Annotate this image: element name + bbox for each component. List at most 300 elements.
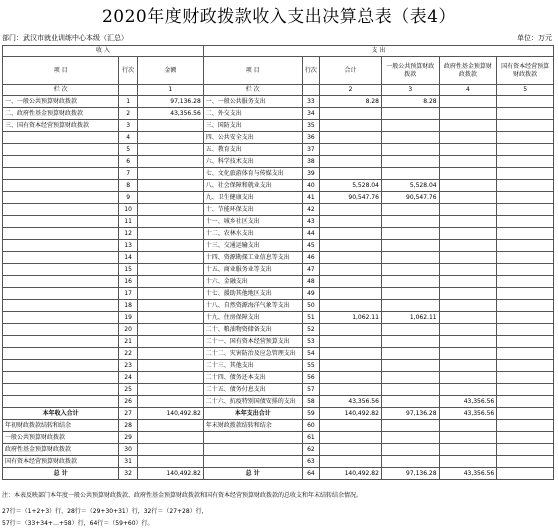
table-row [3, 120, 554, 132]
income-line: 24 [119, 372, 138, 384]
income-amount [137, 420, 203, 432]
expense-state-capital [497, 336, 554, 348]
expense-state-capital [497, 324, 554, 336]
expense-gen-budget [381, 300, 439, 312]
expense-line: 45 [302, 240, 320, 252]
table-row [3, 168, 554, 180]
expense-item: 十、节能环保支出 [203, 204, 302, 216]
income-item: 三、国有资本经营预算财政拨款 [3, 120, 119, 132]
expense-total [320, 156, 382, 168]
table-row [3, 216, 554, 228]
income-line: 31 [119, 456, 138, 468]
expense-fund-budget [439, 312, 497, 324]
income-item [3, 396, 119, 408]
expense-line: 34 [302, 108, 320, 120]
table-row [3, 132, 554, 144]
expense-total [320, 108, 382, 120]
income-amount [137, 180, 203, 192]
income-line: 15 [119, 264, 138, 276]
expense-line-header: 行次 [302, 57, 320, 85]
table-row [3, 336, 554, 348]
budget-table [2, 45, 554, 480]
income-item-header: 项 目 [3, 57, 119, 85]
table-row [3, 312, 554, 324]
expense-fund-budget: 43,356.56 [439, 408, 497, 420]
expense-state-capital [497, 204, 554, 216]
expense-total [320, 276, 382, 288]
expense-fund-budget [439, 444, 497, 456]
expense-line: 37 [302, 144, 320, 156]
income-amount [137, 300, 203, 312]
expense-item: 二十六、抗疫特别国债安排的支出 [203, 396, 302, 408]
expense-total [320, 324, 382, 336]
unit-label: 单位：万元 [517, 34, 552, 42]
expense-line: 39 [302, 168, 320, 180]
expense-gen-budget [381, 108, 439, 120]
expense-line: 42 [302, 204, 320, 216]
expense-fund-budget [439, 420, 497, 432]
expense-fund-budget [439, 144, 497, 156]
expense-fund-budget [439, 108, 497, 120]
fund-budget-header: 政府性基金预算财政拨款 [439, 57, 497, 85]
expense-total [320, 216, 382, 228]
income-item [3, 204, 119, 216]
income-item [3, 372, 119, 384]
expense-gen-budget [381, 336, 439, 348]
table-row [3, 288, 554, 300]
expense-gen-budget [381, 348, 439, 360]
expense-gen-budget: 8.28 [381, 96, 439, 108]
income-header: 收 入 [3, 46, 204, 57]
income-amount [137, 324, 203, 336]
income-line: 30 [119, 444, 138, 456]
income-line: 17 [119, 288, 138, 300]
expense-item [203, 456, 302, 468]
income-item [3, 228, 119, 240]
expense-state-capital [497, 432, 554, 444]
income-amount [137, 240, 203, 252]
col-3: 3 [381, 85, 439, 96]
table-row [3, 192, 554, 204]
income-item: 国有资本经营预算财政拨款 [3, 456, 119, 468]
table-row [3, 396, 554, 408]
expense-item: 十九、住房保障支出 [203, 312, 302, 324]
expense-gen-budget [381, 228, 439, 240]
col-4: 4 [439, 85, 497, 96]
expense-gen-budget [381, 252, 439, 264]
expense-fund-budget [439, 300, 497, 312]
expense-gen-budget [381, 216, 439, 228]
expense-total [320, 240, 382, 252]
expense-state-capital [497, 108, 554, 120]
income-col-label: 栏 次 [3, 85, 119, 96]
income-amount: 43,356.56 [137, 108, 203, 120]
table-row [3, 384, 554, 396]
expense-total [320, 444, 382, 456]
table-row [3, 324, 554, 336]
expense-total [320, 288, 382, 300]
expense-item: 总 计 [203, 468, 302, 480]
table-row [3, 372, 554, 384]
footnote: 注：本表反映部门本年度一般公共预算财政拨款、政府性基金预算财政拨款和国有资本经营预算财政拨款的总收支和年末结转结余情况。 [2, 492, 363, 499]
expense-line: 52 [302, 324, 320, 336]
expense-item: 二十三、其他支出 [203, 360, 302, 372]
table-row [3, 264, 554, 276]
income-item: 二、政府性基金预算财政拨款 [3, 108, 119, 120]
expense-item: 本年支出合计 [203, 408, 302, 420]
expense-item: 三、国防支出 [203, 120, 302, 132]
income-line: 22 [119, 348, 138, 360]
expense-total: 1,062.11 [320, 312, 382, 324]
expense-state-capital [497, 156, 554, 168]
expense-fund-budget [439, 324, 497, 336]
expense-item: 二十、粮油物资储备支出 [203, 324, 302, 336]
expense-line: 53 [302, 336, 320, 348]
table-row [3, 180, 554, 192]
expense-total [320, 120, 382, 132]
table-row [3, 420, 554, 432]
expense-fund-budget [439, 180, 497, 192]
expense-fund-budget [439, 216, 497, 228]
expense-total [320, 360, 382, 372]
table-row [3, 444, 554, 456]
income-line: 1 [119, 96, 138, 108]
expense-total [320, 432, 382, 444]
income-amount [137, 228, 203, 240]
income-item [3, 336, 119, 348]
expense-line: 55 [302, 360, 320, 372]
expense-state-capital [497, 456, 554, 468]
income-line: 6 [119, 156, 138, 168]
expense-total [320, 132, 382, 144]
expense-item: 一、一般公共服务支出 [203, 96, 302, 108]
expense-fund-budget [439, 96, 497, 108]
expense-gen-budget [381, 372, 439, 384]
table-row [3, 276, 554, 288]
table-row [3, 228, 554, 240]
expense-line: 57 [302, 384, 320, 396]
income-amount [137, 144, 203, 156]
income-amount: 140,492.82 [137, 408, 203, 420]
table-row [3, 456, 554, 468]
expense-line: 59 [302, 408, 320, 420]
income-item: 一、一般公共预算财政拨款 [3, 96, 119, 108]
income-amount [137, 288, 203, 300]
expense-total [320, 384, 382, 396]
expense-item: 二十四、债务还本支出 [203, 372, 302, 384]
expense-total [320, 348, 382, 360]
expense-state-capital [497, 132, 554, 144]
expense-item: 十五、商业服务业等支出 [203, 264, 302, 276]
income-line: 7 [119, 168, 138, 180]
income-item [3, 276, 119, 288]
expense-item: 九、卫生健康支出 [203, 192, 302, 204]
expense-line: 58 [302, 396, 320, 408]
expense-line: 46 [302, 252, 320, 264]
income-item [3, 348, 119, 360]
expense-total [320, 300, 382, 312]
expense-item: 五、教育支出 [203, 144, 302, 156]
expense-total [320, 168, 382, 180]
expense-state-capital [497, 276, 554, 288]
income-item: 总 计 [3, 468, 119, 480]
table-row [3, 96, 554, 108]
income-item [3, 300, 119, 312]
income-line: 20 [119, 324, 138, 336]
expense-line: 49 [302, 288, 320, 300]
expense-fund-budget: 43,356.56 [439, 468, 497, 480]
expense-gen-budget [381, 264, 439, 276]
income-amount [137, 396, 203, 408]
report-title: 2020年度财政拨款收入支出决算总表（表4） [101, 7, 457, 27]
expense-state-capital [497, 180, 554, 192]
income-amount [137, 276, 203, 288]
expense-total: 8.28 [320, 96, 382, 108]
expense-item [203, 432, 302, 444]
expense-col-label: 栏 次 [203, 85, 302, 96]
income-amount [137, 132, 203, 144]
income-item [3, 180, 119, 192]
expense-state-capital [497, 372, 554, 384]
expense-state-capital [497, 288, 554, 300]
expense-state-capital [497, 240, 554, 252]
table-row [3, 300, 554, 312]
income-line: 18 [119, 300, 138, 312]
expense-item: 七、文化旅游体育与传媒支出 [203, 168, 302, 180]
footnote-formula-2: 57行＝（33+34+…+58）行，64行＝（59+60）行。 [2, 520, 154, 527]
expense-item: 十二、农林水支出 [203, 228, 302, 240]
footnote-formula-1: 27行＝（1+2+3）行，28行＝（29+30+31）行，32行＝（27+28）行， [2, 508, 208, 515]
expense-item: 十七、援助其他地区支出 [203, 288, 302, 300]
expense-line: 63 [302, 456, 320, 468]
table-row [3, 144, 554, 156]
expense-fund-budget [439, 264, 497, 276]
expense-item: 十三、交通运输支出 [203, 240, 302, 252]
col-2: 2 [320, 85, 382, 96]
income-line: 21 [119, 336, 138, 348]
income-line: 27 [119, 408, 138, 420]
expense-line: 64 [302, 468, 320, 480]
income-item [3, 288, 119, 300]
expense-state-capital [497, 264, 554, 276]
expense-state-capital [497, 120, 554, 132]
expense-state-capital [497, 144, 554, 156]
department-label: 部门：武汉市就业训练中心本级（汇总） [2, 34, 128, 42]
income-amount [137, 384, 203, 396]
income-line: 4 [119, 132, 138, 144]
income-line: 12 [119, 228, 138, 240]
income-amount [137, 204, 203, 216]
expense-fund-budget [439, 156, 497, 168]
income-item [3, 264, 119, 276]
income-item: 本年收入合计 [3, 408, 119, 420]
income-item: 年初财政拨款结转和结余 [3, 420, 119, 432]
income-line: 14 [119, 252, 138, 264]
expense-line: 50 [302, 300, 320, 312]
expense-state-capital [497, 168, 554, 180]
expense-line: 47 [302, 264, 320, 276]
income-line: 29 [119, 432, 138, 444]
expense-gen-budget [381, 420, 439, 432]
expense-fund-budget [439, 384, 497, 396]
expense-item-header: 项 目 [203, 57, 302, 85]
table-row [3, 204, 554, 216]
expense-line: 54 [302, 348, 320, 360]
income-line: 9 [119, 192, 138, 204]
income-line-header: 行次 [119, 57, 138, 85]
expense-gen-budget [381, 360, 439, 372]
expense-item: 二十一、国有资本经营预算支出 [203, 336, 302, 348]
expense-gen-budget [381, 204, 439, 216]
expense-total [320, 264, 382, 276]
income-amount: 140,492.82 [137, 468, 203, 480]
income-item [3, 192, 119, 204]
income-amount [137, 216, 203, 228]
income-line: 28 [119, 420, 138, 432]
expense-state-capital [497, 192, 554, 204]
expense-gen-budget: 97,136.28 [381, 408, 439, 420]
table-row [3, 252, 554, 264]
expense-total [320, 372, 382, 384]
expense-item: 四、公共安全支出 [203, 132, 302, 144]
expense-gen-budget [381, 240, 439, 252]
income-amount [137, 360, 203, 372]
expense-gen-budget [381, 456, 439, 468]
expense-line: 38 [302, 156, 320, 168]
income-line: 5 [119, 144, 138, 156]
expense-total: 140,492.82 [320, 408, 382, 420]
income-line: 3 [119, 120, 138, 132]
expense-item: 十四、资源勘探工业信息等支出 [203, 252, 302, 264]
table-row [3, 408, 554, 420]
expense-total [320, 420, 382, 432]
expense-fund-budget [439, 192, 497, 204]
expense-line: 36 [302, 132, 320, 144]
income-amount [137, 252, 203, 264]
income-item [3, 312, 119, 324]
expense-state-capital [497, 312, 554, 324]
expense-gen-budget: 97,136.28 [381, 468, 439, 480]
gen-budget-header: 一般公共预算财政拨款 [381, 57, 439, 85]
expense-gen-budget: 5,528.04 [381, 180, 439, 192]
income-amount [137, 432, 203, 444]
expense-line: 40 [302, 180, 320, 192]
expense-gen-budget: 1,062.11 [381, 312, 439, 324]
expense-gen-budget [381, 432, 439, 444]
expense-fund-budget [439, 204, 497, 216]
total-header: 合计 [320, 57, 382, 85]
expense-state-capital [497, 468, 554, 480]
income-item: 一般公共预算财政拨款 [3, 432, 119, 444]
expense-fund-budget [439, 348, 497, 360]
income-item [3, 144, 119, 156]
expense-line: 62 [302, 444, 320, 456]
expense-total: 140,492.82 [320, 468, 382, 480]
income-amount [137, 372, 203, 384]
expense-gen-budget: 90,547.76 [381, 192, 439, 204]
expense-total: 90,547.76 [320, 192, 382, 204]
expense-state-capital [497, 300, 554, 312]
expense-header: 支 出 [203, 46, 553, 57]
income-amount [137, 312, 203, 324]
income-line: 10 [119, 204, 138, 216]
income-line: 8 [119, 180, 138, 192]
expense-fund-budget [439, 276, 497, 288]
table-row [3, 108, 554, 120]
expense-state-capital [497, 252, 554, 264]
income-line: 13 [119, 240, 138, 252]
expense-line: 41 [302, 192, 320, 204]
expense-total [320, 144, 382, 156]
expense-fund-budget [439, 240, 497, 252]
income-item [3, 168, 119, 180]
expense-item: 六、科学技术支出 [203, 156, 302, 168]
expense-state-capital [497, 228, 554, 240]
expense-item: 二、外交支出 [203, 108, 302, 120]
income-amount-header: 金额 [137, 57, 203, 85]
expense-line: 61 [302, 432, 320, 444]
expense-fund-budget [439, 336, 497, 348]
expense-line: 33 [302, 96, 320, 108]
expense-fund-budget [439, 456, 497, 468]
income-line: 2 [119, 108, 138, 120]
expense-fund-budget [439, 228, 497, 240]
expense-gen-budget [381, 324, 439, 336]
income-amount [137, 156, 203, 168]
income-amount [137, 264, 203, 276]
table-row [3, 468, 554, 480]
expense-item: 二十五、债务付息支出 [203, 384, 302, 396]
income-item [3, 324, 119, 336]
expense-line: 56 [302, 372, 320, 384]
expense-item: 二十二、灾害防治及应急管理支出 [203, 348, 302, 360]
col-1: 1 [137, 85, 203, 96]
table-row [3, 348, 554, 360]
expense-gen-budget [381, 444, 439, 456]
expense-total [320, 456, 382, 468]
expense-fund-budget [439, 432, 497, 444]
expense-total [320, 228, 382, 240]
expense-gen-budget [381, 396, 439, 408]
state-capital-header: 国有资本经营预算财政拨款 [497, 57, 554, 85]
expense-state-capital [497, 216, 554, 228]
expense-gen-budget [381, 132, 439, 144]
income-line: 25 [119, 384, 138, 396]
expense-state-capital [497, 396, 554, 408]
income-line: 32 [119, 468, 138, 480]
income-amount: 97,136.28 [137, 96, 203, 108]
col-5: 5 [497, 85, 554, 96]
income-amount [137, 348, 203, 360]
income-line: 23 [119, 360, 138, 372]
expense-state-capital [497, 384, 554, 396]
expense-gen-budget [381, 384, 439, 396]
expense-line: 35 [302, 120, 320, 132]
table-row [3, 360, 554, 372]
expense-fund-budget [439, 252, 497, 264]
income-amount [137, 120, 203, 132]
income-item [3, 240, 119, 252]
expense-item: 十六、金融支出 [203, 276, 302, 288]
expense-fund-budget: 43,356.56 [439, 396, 497, 408]
expense-line: 48 [302, 276, 320, 288]
income-amount [137, 192, 203, 204]
expense-total: 43,356.56 [320, 396, 382, 408]
expense-fund-budget [439, 372, 497, 384]
expense-total [320, 336, 382, 348]
expense-gen-budget [381, 144, 439, 156]
income-line: 19 [119, 312, 138, 324]
